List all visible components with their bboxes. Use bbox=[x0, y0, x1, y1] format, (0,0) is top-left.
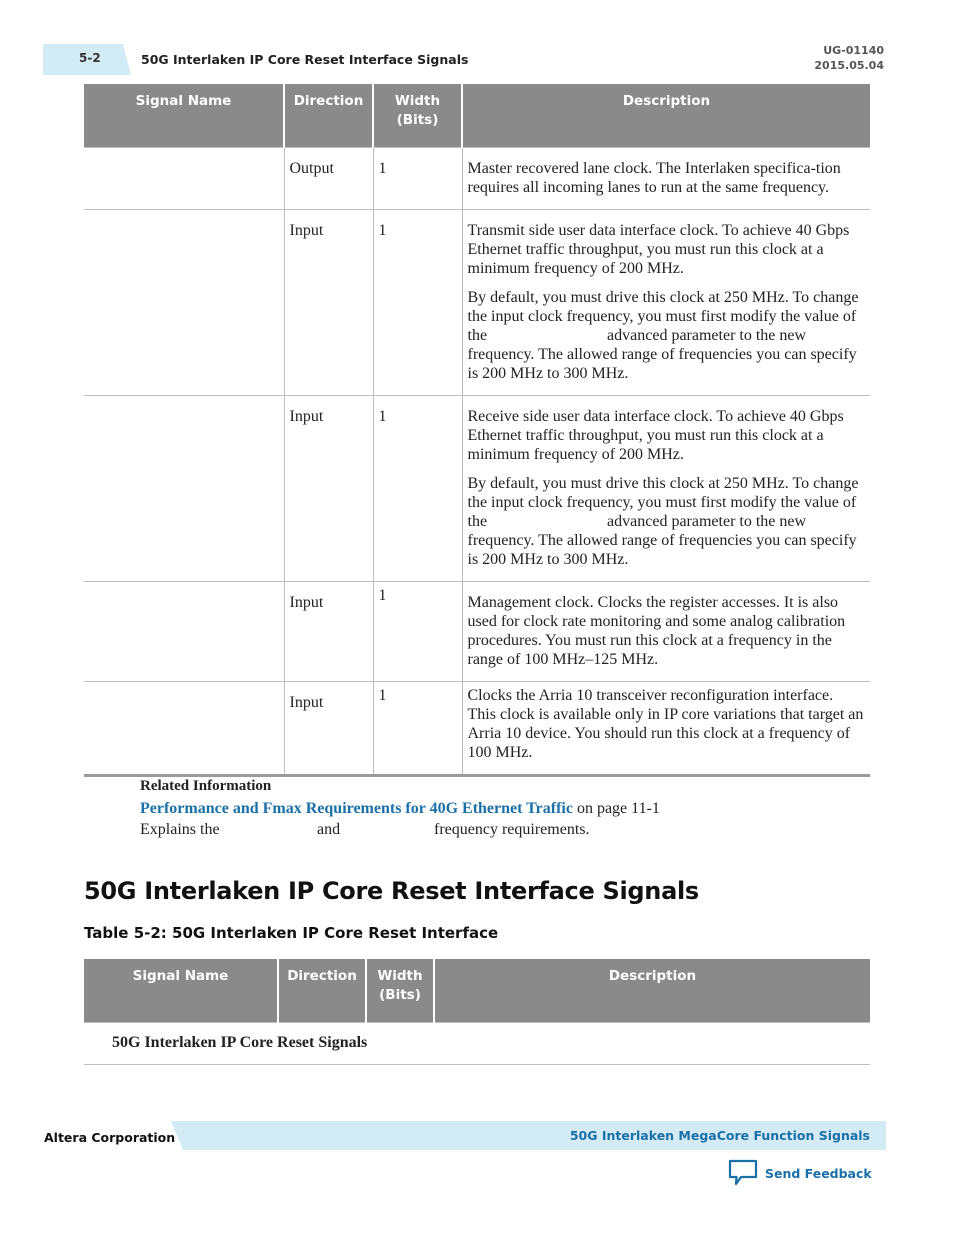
column-header-width bbox=[373, 84, 462, 148]
description-cell bbox=[462, 582, 870, 682]
direction-cell: Input bbox=[284, 682, 373, 776]
table-header-row bbox=[84, 959, 870, 1023]
width-cell: 1 bbox=[373, 682, 462, 776]
description-cell bbox=[462, 396, 870, 582]
description-text: Master recovered lane clock. The Interlaken specifica-tion requires all incoming lanes to run at the same frequency. bbox=[467, 160, 841, 196]
signal-name-cell bbox=[84, 682, 284, 776]
reset-signals-table bbox=[84, 959, 870, 1065]
explanation-mid: and bbox=[317, 821, 341, 838]
related-link-line bbox=[140, 800, 660, 818]
width-cell: 1 bbox=[373, 582, 462, 682]
section-title: 50G Interlaken IP Core Reset Interface Signals bbox=[84, 877, 699, 905]
signal-name-cell bbox=[84, 210, 284, 396]
description-text: Management clock. Clocks the register accesses. It is also used for clock rate monitoring and some analog calibration procedures. You must run this clock at a frequency in the range of 100 MHz–125 MHz. bbox=[467, 594, 846, 668]
direction-cell: Input bbox=[284, 210, 373, 396]
signal-name-cell bbox=[84, 396, 284, 582]
table-row bbox=[84, 396, 870, 582]
width-cell: 1 bbox=[373, 148, 462, 210]
footer-chapter-link[interactable]: 50G Interlaken MegaCore Function Signals bbox=[569, 1128, 870, 1143]
send-feedback-button[interactable] bbox=[727, 1158, 872, 1188]
table-row bbox=[84, 682, 870, 776]
performance-requirements-link[interactable]: Performance and Fmax Requirements for 40G Ethernet Traffic bbox=[140, 800, 573, 817]
related-link-page-ref: on page 11-1 bbox=[572, 800, 660, 817]
table-row bbox=[84, 210, 870, 396]
description-text: Transmit side user data interface clock. To achieve 40 Gbps Ethernet traffic throughput, you must run this clock at a minimum frequency of 200 MHz. bbox=[467, 222, 850, 277]
column-header-description: Description bbox=[462, 84, 870, 148]
direction-cell: Input bbox=[284, 582, 373, 682]
page-number: 5-2 bbox=[79, 51, 101, 65]
table-caption: Table 5-2: 50G Interlaken IP Core Reset Interface bbox=[84, 924, 499, 942]
signals-table bbox=[84, 84, 870, 777]
group-label: 50G Interlaken IP Core Reset Signals bbox=[84, 1023, 870, 1065]
explanation-prefix: Explains the bbox=[140, 821, 220, 838]
table-group-row bbox=[84, 1023, 870, 1065]
document-date: 2015.05.04 bbox=[814, 59, 884, 72]
explanation-suffix: frequency requirements. bbox=[434, 821, 590, 838]
column-header-width-label: Width (Bits) bbox=[394, 93, 441, 128]
description-text: Clocks the Arria 10 transceiver reconfiguration interface. This clock is available only in IP core variations that target an Arria 10 device. You should run this clock at a frequency of 100 MHz. bbox=[467, 687, 864, 761]
width-cell: 1 bbox=[373, 396, 462, 582]
column-header-signal-name: Signal Name bbox=[84, 84, 284, 148]
column-header-direction: Direction bbox=[284, 84, 373, 148]
footer-company: Altera Corporation bbox=[44, 1130, 176, 1145]
column-header-direction: Direction bbox=[278, 959, 366, 1023]
send-feedback-label: Send Feedback bbox=[765, 1165, 872, 1181]
related-information-heading: Related Information bbox=[140, 778, 272, 794]
direction-cell: Output bbox=[284, 148, 373, 210]
column-header-width-label: Width (Bits) bbox=[377, 968, 423, 1003]
signal-name-cell bbox=[84, 582, 284, 682]
description-cell bbox=[462, 148, 870, 210]
table-header-row bbox=[84, 84, 870, 148]
direction-cell: Input bbox=[284, 396, 373, 582]
column-header-signal-name: Signal Name bbox=[84, 959, 278, 1023]
description-text: By default, you must drive this clock at 250 MHz. To change the input clock frequency, you must first modify the value of the advanced parameter to the new frequency. The allowed range of frequencies you can specify is 200 MHz to 300 MHz. bbox=[467, 289, 863, 382]
column-header-description: Description bbox=[434, 959, 870, 1023]
signal-name-cell bbox=[84, 148, 284, 210]
running-title: 50G Interlaken IP Core Reset Interface Signals bbox=[141, 52, 469, 67]
document-code: UG-01140 bbox=[823, 44, 884, 57]
table-row bbox=[84, 148, 870, 210]
width-cell: 1 bbox=[373, 210, 462, 396]
column-header-width bbox=[366, 959, 434, 1023]
description-cell bbox=[462, 682, 870, 776]
description-text: Receive side user data interface clock. To achieve 40 Gbps Ethernet traffic throughput, you must run this clock at a minimum frequency of 200 MHz. bbox=[467, 408, 844, 463]
description-text: By default, you must drive this clock at 250 MHz. To change the input clock frequency, you must first modify the value of the advanced parameter to the new frequency. The allowed range of frequencies you can specify is 200 MHz to 300 MHz. bbox=[467, 475, 863, 568]
description-cell bbox=[462, 210, 870, 396]
speech-bubble-icon bbox=[727, 1158, 759, 1188]
table-row bbox=[84, 582, 870, 682]
document-id bbox=[814, 43, 884, 73]
